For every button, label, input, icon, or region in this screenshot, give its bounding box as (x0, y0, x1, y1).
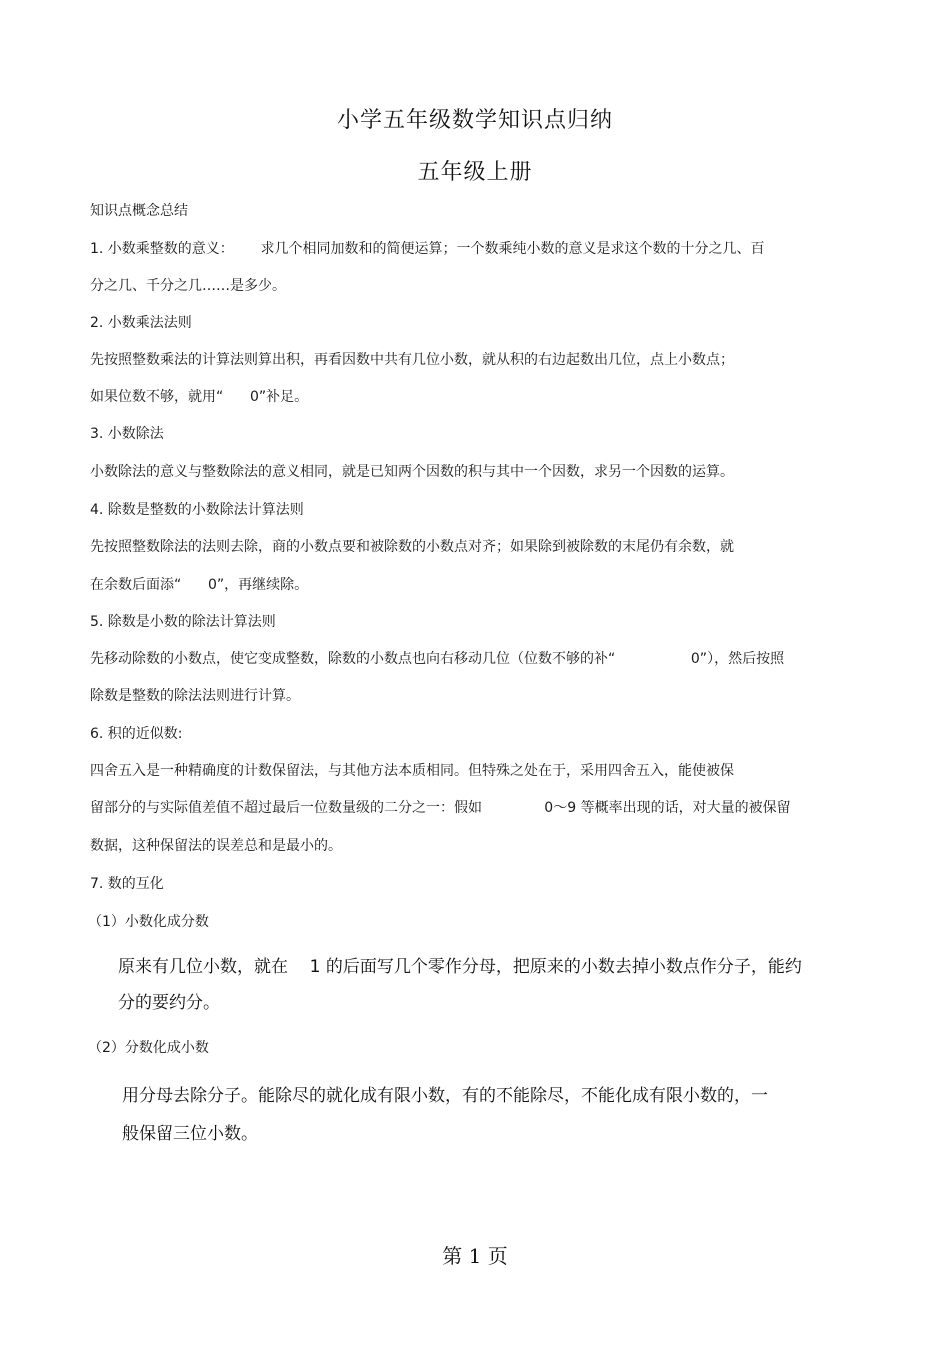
text-line: 留部分的与实际值差值不超过最后一位数量级的二分之一：假如 0～9 等概率出现的话，对大量的被保留 (90, 800, 791, 816)
sub-heading: （1）小数化成分数 (88, 914, 209, 930)
sub-heading: （2）分数化成小数 (88, 1040, 209, 1056)
text-line: 分之几、千分之几……是多少。 (90, 278, 286, 294)
item-heading: 4. 除数是整数的小数除法计算法则 (90, 502, 304, 518)
document-title: 小学五年级数学知识点归纳 (336, 108, 613, 133)
text-line: 小数除法的意义与整数除法的意义相同，就是已知两个因数的积与其中一个因数，求另一个因数的运算。 (90, 464, 734, 480)
paragraph-line: 般保留三位小数。 (122, 1124, 258, 1144)
text-line: 先移动除数的小数点，使它变成整数，除数的小数点也向右移动几位（位数不够的补“ 0”），然后按照 (90, 651, 785, 667)
paragraph-line: 原来有几位小数，就在 1 的后面写几个零作分母，把原来的小数去掉小数点作分子，能约 (118, 957, 802, 977)
text-line: 1. 小数乘整数的意义： 求几个相同加数和的简便运算；一个数乘纯小数的意义是求这个数的十分之几、百 (90, 241, 765, 257)
text-line: 四舍五入是一种精确度的计数保留法，与其他方法本质相同。但特殊之处在于，采用四舍五入，能使被保 (90, 763, 734, 779)
text-line: 如果位数不够，就用“ 0”补足。 (90, 389, 309, 405)
page-number: 第 1 页 (442, 1244, 508, 1268)
item-heading: 3. 小数除法 (90, 426, 164, 442)
item-heading: 2. 小数乘法法则 (90, 315, 192, 331)
paragraph-line: 分的要约分。 (118, 993, 220, 1013)
item-heading: 5. 除数是小数的除法计算法则 (90, 614, 276, 630)
text-line: 数据，这种保留法的误差总和是最小的。 (90, 838, 342, 854)
text-line: 先按照整数乘法的计算法则算出积，再看因数中共有几位小数，就从积的右边起数出几位，点上小数点； (90, 352, 734, 368)
text-line: 除数是整数的除法法则进行计算。 (90, 688, 300, 704)
document-subtitle: 五年级上册 (417, 160, 533, 185)
text-line: 在余数后面添“ 0”，再继续除。 (90, 577, 309, 593)
paragraph-line: 用分母去除分子。能除尽的就化成有限小数，有的不能除尽，不能化成有限小数的，一 (122, 1086, 768, 1106)
item-heading: 7. 数的互化 (90, 876, 164, 892)
section-heading: 知识点概念总结 (90, 203, 188, 219)
text-line: 先按照整数除法的法则去除，商的小数点要和被除数的小数点对齐；如果除到被除数的末尾仍有余数，就 (90, 539, 734, 555)
item-heading: 6. 积的近似数: (90, 726, 183, 742)
